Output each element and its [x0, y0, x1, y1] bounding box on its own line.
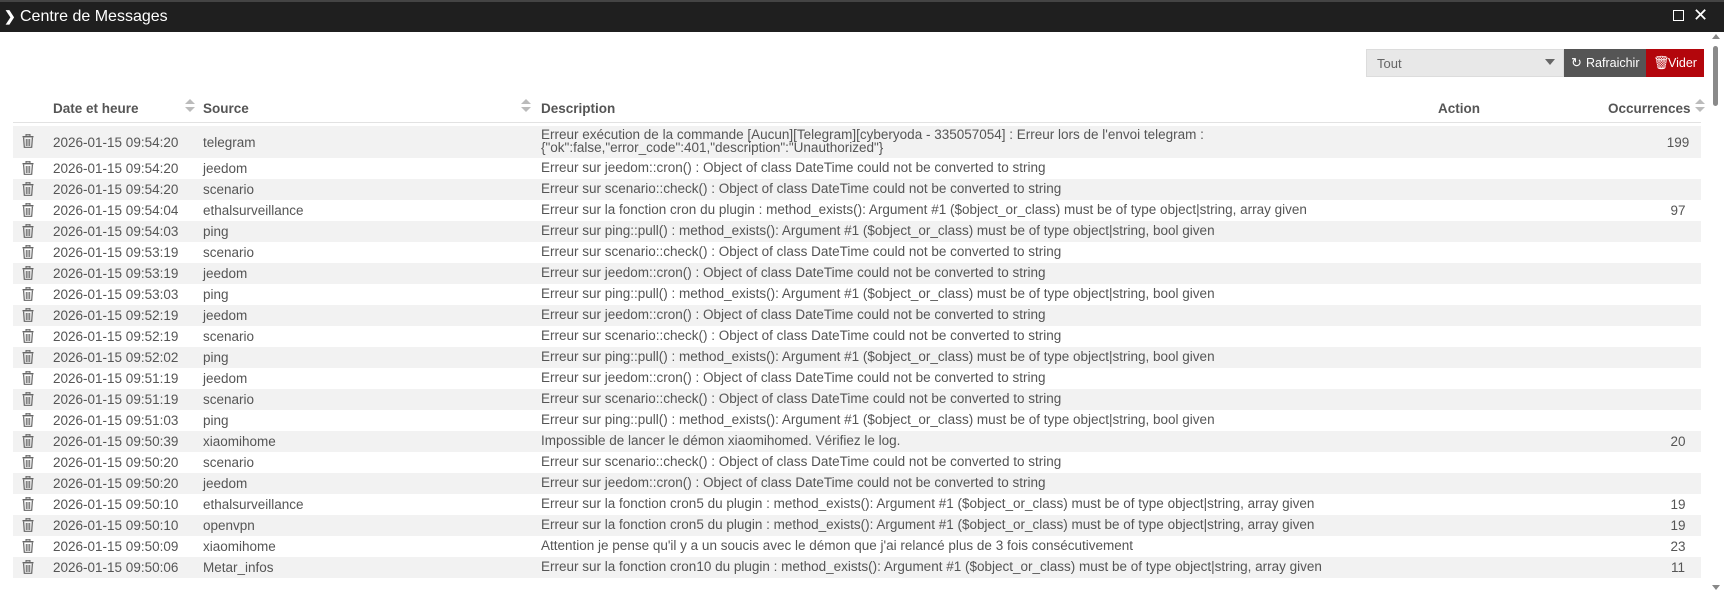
row-description — [541, 203, 1307, 216]
table-row — [13, 557, 1701, 578]
row-date: 2026-01-15 09:53:19 — [53, 266, 179, 281]
row-source: ethalsurveillance — [203, 203, 304, 218]
row-occurrences: 199 — [1666, 135, 1690, 150]
table-row — [13, 242, 1701, 263]
description-line: Erreur sur jeedom::cron() : Object of class DateTime could not be converted to string — [541, 370, 1046, 385]
refresh-icon: ↻ — [1571, 55, 1582, 70]
row-occurrences: 19 — [1670, 497, 1686, 512]
messages-table-body — [13, 126, 1701, 578]
row-description — [541, 287, 1215, 300]
row-date: 2026-01-15 09:51:03 — [53, 413, 179, 428]
table-row — [13, 473, 1701, 494]
row-source: telegram — [203, 135, 256, 150]
delete-message-trash-icon[interactable] — [22, 497, 34, 511]
description-line: Erreur sur scenario::check() : Object of class DateTime could not be converted to string — [541, 181, 1062, 196]
description-line: Erreur sur la fonction cron5 du plugin : method_exists(): Argument #1 ($object_or_class) must be of type object|string, array given — [541, 517, 1315, 532]
delete-message-trash-icon[interactable] — [22, 476, 34, 490]
header-occurrences[interactable]: Occurrences — [1608, 101, 1691, 116]
row-occurrences: 23 — [1670, 539, 1686, 554]
row-date: 2026-01-15 09:52:02 — [53, 350, 179, 365]
row-date: 2026-01-15 09:54:20 — [53, 161, 179, 176]
delete-message-trash-icon[interactable] — [22, 161, 34, 175]
delete-message-trash-icon[interactable] — [22, 134, 34, 148]
row-source: ping — [203, 224, 229, 239]
description-line: Erreur sur scenario::check() : Object of class DateTime could not be converted to string — [541, 454, 1062, 469]
row-source: ethalsurveillance — [203, 497, 304, 512]
description-line: Erreur sur la fonction cron5 du plugin : method_exists(): Argument #1 ($object_or_class) must be of type object|string, array given — [541, 496, 1315, 511]
chevron-right-icon[interactable]: ❯ — [4, 8, 16, 24]
delete-message-trash-icon[interactable] — [22, 245, 34, 259]
description-line: Erreur sur jeedom::cron() : Object of class DateTime could not be converted to string — [541, 160, 1046, 175]
row-date: 2026-01-15 09:53:03 — [53, 287, 179, 302]
row-source: ping — [203, 413, 229, 428]
header-date[interactable]: Date et heure — [53, 101, 139, 116]
table-row — [13, 410, 1701, 431]
description-line: Erreur exécution de la commande [Aucun][Telegram][cyberyoda - 335057054] : Erreur lors de l'envoi telegram : — [541, 127, 1204, 142]
row-description — [541, 245, 1061, 258]
row-description — [541, 308, 1045, 321]
delete-message-trash-icon[interactable] — [22, 455, 34, 469]
chevron-down-icon — [1545, 59, 1555, 65]
row-description — [541, 560, 1322, 573]
delete-message-trash-icon[interactable] — [22, 266, 34, 280]
row-date: 2026-01-15 09:50:09 — [53, 539, 179, 554]
delete-message-trash-icon[interactable] — [22, 203, 34, 217]
row-date: 2026-01-15 09:54:20 — [53, 182, 179, 197]
vertical-scrollbar[interactable] — [1710, 34, 1722, 590]
description-line: Erreur sur ping::pull() : method_exists(): Argument #1 ($object_or_class) must be of type object|string, bool given — [541, 286, 1215, 301]
table-row — [13, 326, 1701, 347]
row-description — [541, 266, 1045, 279]
row-date: 2026-01-15 09:50:20 — [53, 455, 179, 470]
table-row — [13, 536, 1701, 557]
table-row — [13, 368, 1701, 389]
description-line: Attention je pense qu'il y a un soucis avec le démon que j'ai relancé plus de 3 fois consécutivement — [541, 538, 1134, 553]
description-line: Erreur sur jeedom::cron() : Object of class DateTime could not be converted to string — [541, 265, 1046, 280]
delete-message-trash-icon[interactable] — [22, 560, 34, 574]
row-date: 2026-01-15 09:51:19 — [53, 392, 179, 407]
clear-button-label: Vider — [1668, 56, 1697, 70]
table-header — [13, 96, 1701, 123]
description-line: Erreur sur scenario::check() : Object of class DateTime could not be converted to string — [541, 391, 1062, 406]
row-description — [541, 434, 900, 447]
table-row — [13, 347, 1701, 368]
description-line: Erreur sur jeedom::cron() : Object of class DateTime could not be converted to string — [541, 307, 1046, 322]
header-action: Action — [1438, 101, 1480, 116]
row-date: 2026-01-15 09:54:20 — [53, 135, 179, 150]
row-date: 2026-01-15 09:50:10 — [53, 518, 179, 533]
row-description — [541, 161, 1045, 174]
filter-select-value: Tout — [1377, 56, 1402, 71]
table-row — [13, 494, 1701, 515]
row-date: 2026-01-15 09:51:19 — [53, 371, 179, 386]
row-source: scenario — [203, 329, 255, 344]
table-row — [13, 452, 1701, 473]
row-description — [541, 128, 1204, 154]
table-row — [13, 284, 1701, 305]
row-description — [541, 329, 1061, 342]
row-source: jeedom — [203, 476, 248, 491]
scroll-up-icon[interactable] — [1712, 34, 1720, 39]
sort-occurrences-icon[interactable] — [1695, 99, 1705, 115]
description-line: Erreur sur ping::pull() : method_exists(): Argument #1 ($object_or_class) must be of type object|string, bool given — [541, 223, 1215, 238]
delete-message-trash-icon[interactable] — [22, 434, 34, 448]
row-occurrences: 97 — [1670, 203, 1686, 218]
clear-button[interactable] — [1646, 49, 1704, 77]
delete-message-trash-icon[interactable] — [22, 371, 34, 385]
delete-message-trash-icon[interactable] — [22, 392, 34, 406]
delete-message-trash-icon[interactable] — [22, 182, 34, 196]
row-source: ping — [203, 350, 229, 365]
table-row — [13, 431, 1701, 452]
row-source: xiaomihome — [203, 434, 276, 449]
table-row — [13, 179, 1701, 200]
description-line: Erreur sur jeedom::cron() : Object of class DateTime could not be converted to string — [541, 475, 1046, 490]
table-row — [13, 221, 1701, 242]
row-date: 2026-01-15 09:52:19 — [53, 329, 179, 344]
description-line: Erreur sur ping::pull() : method_exists(): Argument #1 ($object_or_class) must be of type object|string, bool given — [541, 412, 1215, 427]
delete-message-trash-icon[interactable] — [22, 539, 34, 553]
description-line: Erreur sur scenario::check() : Object of class DateTime could not be converted to string — [541, 328, 1062, 343]
maximize-icon[interactable] — [1673, 10, 1684, 21]
description-line: Impossible de lancer le démon xiaomihomed. Vérifiez le log. — [541, 433, 901, 448]
description-line: Erreur sur la fonction cron10 du plugin : method_exists(): Argument #1 ($object_or_class) must be of type object|string, array given — [541, 559, 1322, 574]
row-description — [541, 182, 1061, 195]
delete-message-trash-icon[interactable] — [22, 224, 34, 238]
row-date: 2026-01-15 09:50:20 — [53, 476, 179, 491]
trash-icon: 🗑︎ — [1653, 55, 1670, 70]
row-source: jeedom — [203, 266, 248, 281]
description-line: Erreur sur scenario::check() : Object of class DateTime could not be converted to string — [541, 244, 1062, 259]
row-source: scenario — [203, 392, 255, 407]
table-row — [13, 263, 1701, 284]
row-date: 2026-01-15 09:50:06 — [53, 560, 179, 575]
row-description — [541, 497, 1314, 510]
filter-select[interactable] — [1366, 49, 1564, 77]
row-source: jeedom — [203, 161, 248, 176]
row-source: scenario — [203, 182, 255, 197]
row-source: scenario — [203, 245, 255, 260]
delete-message-trash-icon[interactable] — [22, 413, 34, 427]
row-date: 2026-01-15 09:53:19 — [53, 245, 179, 260]
row-occurrences: 19 — [1670, 518, 1686, 533]
row-source: Metar_infos — [203, 560, 274, 575]
row-source: jeedom — [203, 308, 248, 323]
row-occurrences: 20 — [1670, 434, 1686, 449]
header-source[interactable]: Source — [203, 101, 249, 116]
row-date: 2026-01-15 09:50:10 — [53, 497, 179, 512]
row-description — [541, 539, 1133, 552]
row-source: scenario — [203, 455, 255, 470]
delete-message-trash-icon[interactable] — [22, 308, 34, 322]
scrollbar-thumb[interactable] — [1713, 46, 1718, 106]
row-description — [541, 518, 1314, 531]
row-source: xiaomihome — [203, 539, 276, 554]
scroll-down-icon[interactable] — [1712, 585, 1720, 590]
row-description — [541, 371, 1045, 384]
close-icon[interactable]: ✕ — [1693, 5, 1709, 25]
table-row — [13, 305, 1701, 326]
delete-message-trash-icon[interactable] — [22, 287, 34, 301]
row-source: openvpn — [203, 518, 255, 533]
window-titlebar — [0, 0, 1724, 32]
table-row — [13, 158, 1701, 179]
row-description — [541, 392, 1061, 405]
row-occurrences: 11 — [1670, 560, 1685, 575]
table-row — [13, 126, 1701, 158]
window-title: Centre de Messages — [20, 8, 168, 25]
row-description — [541, 413, 1215, 426]
refresh-button-label: Rafraichir — [1586, 56, 1640, 70]
description-line: Erreur sur la fonction cron du plugin : method_exists(): Argument #1 ($object_or_class) must be of type object|string, array given — [541, 202, 1307, 217]
table-row — [13, 515, 1701, 536]
row-date: 2026-01-15 09:54:04 — [53, 203, 179, 218]
row-description — [541, 455, 1061, 468]
row-source: ping — [203, 287, 229, 302]
description-line: {"ok":false,"error_code":401,"description":"Unauthorized"} — [541, 140, 884, 155]
description-line: Erreur sur ping::pull() : method_exists(): Argument #1 ($object_or_class) must be of type object|string, bool given — [541, 349, 1215, 364]
row-date: 2026-01-15 09:52:19 — [53, 308, 179, 323]
sort-date-icon[interactable] — [185, 99, 195, 115]
row-description — [541, 224, 1215, 237]
row-description — [541, 476, 1045, 489]
refresh-button[interactable] — [1564, 49, 1646, 77]
delete-message-trash-icon[interactable] — [22, 518, 34, 532]
row-description — [541, 350, 1215, 363]
table-row — [13, 389, 1701, 410]
delete-message-trash-icon[interactable] — [22, 329, 34, 343]
sort-source-icon[interactable] — [521, 99, 531, 115]
table-row — [13, 200, 1701, 221]
delete-message-trash-icon[interactable] — [22, 350, 34, 364]
header-description: Description — [541, 101, 616, 116]
row-date: 2026-01-15 09:50:39 — [53, 434, 179, 449]
row-date: 2026-01-15 09:54:03 — [53, 224, 179, 239]
row-source: jeedom — [203, 371, 248, 386]
